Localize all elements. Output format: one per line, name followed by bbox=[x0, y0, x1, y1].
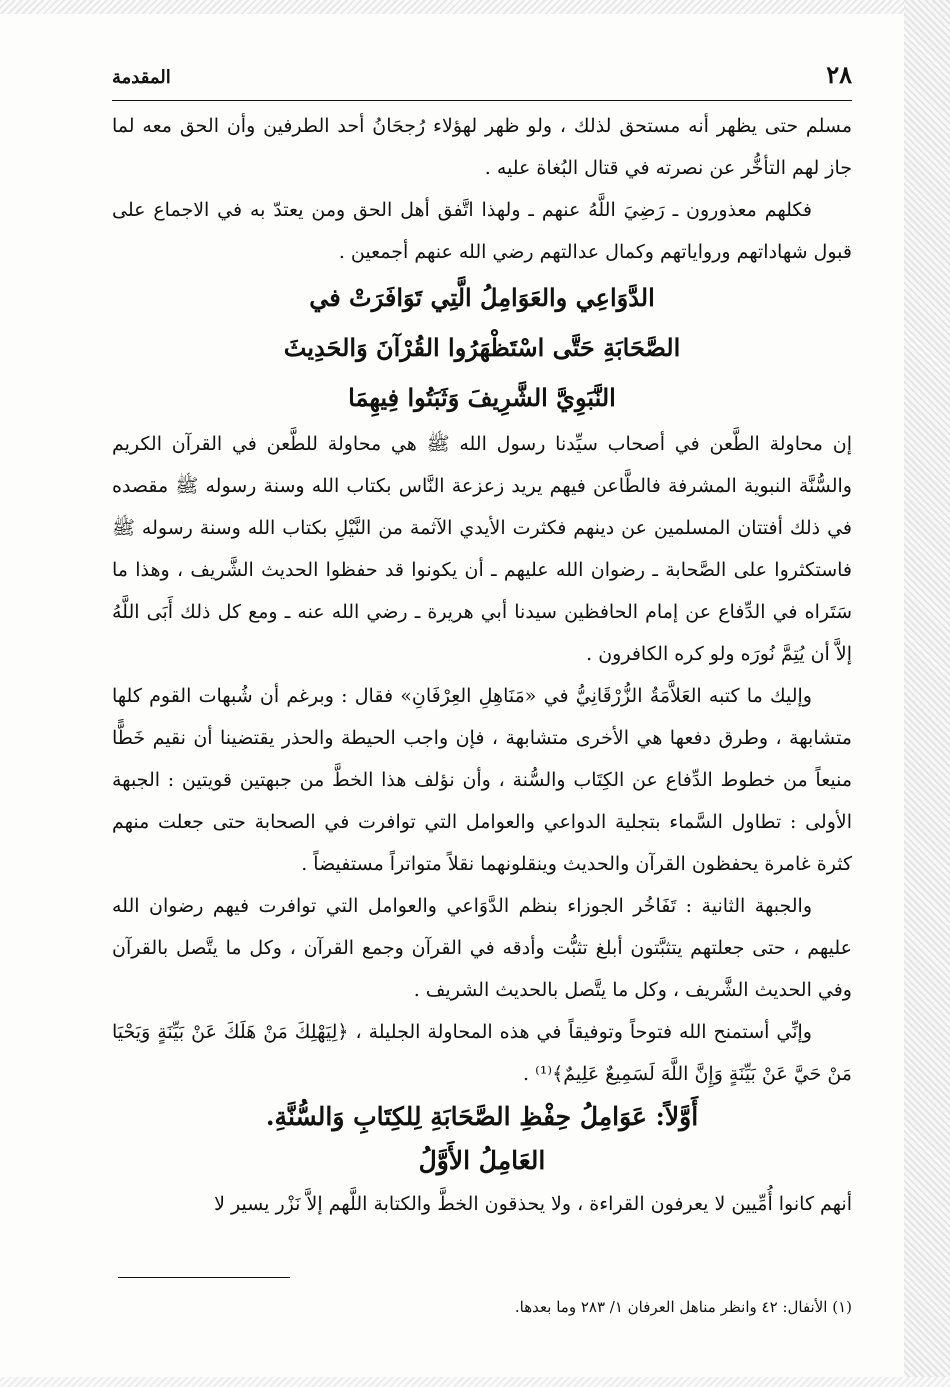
body-paragraph-last: أنهم كانوا أُمِّيين لا يعرفون القراءة ، ولا يحذقون الخطَّ والكتابة اللَّهم إلاَّ نَزْر يسير لا bbox=[214, 1193, 852, 1215]
body-paragraph-4: وإنِّي أستمنح الله فتوحاً وتوفيقاً في هذه المحاولة الجليلة ، ﴿لِيَهْلِكَ مَنْ هَلَكَ عَنْ بَيِّنَةٍ وَيَحْيَا مَنْ حَيَّ عَنْ بَيِّنَةٍ وَإِنَّ اللَّهَ لَسَمِيعٌ عَلِيمٌ﴾⁽¹⁾ . bbox=[112, 1021, 852, 1085]
scan-edge-top bbox=[0, 0, 950, 14]
book-page bbox=[112, 60, 852, 1225]
body-paragraph-1: إن محاولة الطَّعن في أصحاب سيِّدنا رسول الله ﷺ هي محاولة للطَّعن في القرآن الكريم والسُّنَّة النبوية المشرفة فالطَّاعن فيهم يريد زعزعة النَّاس بكتاب الله وسنة رسوله ﷺ مقصده في ذلك أفتتان المسلمين عن دينهم فكثرت الأيدي الآثمة من النَّيْلِ بكتاب الله وسنة رسوله ﷺ فاستكثروا على الصَّحابة ـ رضوان الله عليهم ـ أن يكونوا قد حفظوا الحديث الشَّريف ، وهذا ما سَتَراه في الدِّفاع عن إمام الحافظين سيدنا أبي هريرة ـ رضي الله عنه ـ ومع كل ذلك أَبَى اللَّهُ إلاَّ أن يُتِمَّ نُورَه ولو كره الكافرون . bbox=[112, 433, 852, 665]
paragraph-intro-1: مسلم حتى يظهر أنه مستحق لذلك ، ولو ظهر لهؤلاء رُجحَانُ أحد الطرفين وأن الحق معه لما جاز لهم التأخُّر عن نصرته في قتال البُغاة عليه . bbox=[112, 115, 852, 179]
page-header bbox=[112, 60, 852, 101]
body-paragraph-2: وإليك ما كتبه العَلاَّمَةُ الزُّرْقَانِيُّ في «مَنَاهِلِ العِرْفَانِ» فقال : وبرغم أن شُبهات القوم كلها متشابهة ، وطرق دفعها هي الأخرى متشابهة ، فإن واجب الحيطة والحذر يقتضينا أن نقيم خَطًّا منيعاً من خطوط الدِّفاع عن الكِتَاب والسُّنة ، وأن نؤلف هذا الخطَّ من جبهتين قويتين : الجبهة الأولى : تطاول السَّماء بتجلية الدواعي والعوامل التي توافرت في الصحابة حتى جعلت منهم كثرة غامرة يحفظون القرآن والحديث وينقلونهما نقلاً متواتراً مستفيضاً . bbox=[112, 685, 852, 875]
section-heading-line-2: الصَّحَابَةِ حَتَّى اسْتَظْهَرُوا القُرْآنَ وَالحَدِيثَ bbox=[283, 333, 681, 362]
footnote-divider bbox=[118, 1277, 290, 1278]
scan-edge-bottom bbox=[0, 1377, 950, 1387]
paragraph-intro-2: فكلهم معذورون ـ رَضِيَ اللَّهُ عنهم ـ ولهذا اتَّفق أهل الحق ومن يعتدّ به في الاجماع على قبول شهاداتهم ورواياتهم وكمال عدالتهم رضي الله عنهم أجمعين . bbox=[112, 199, 852, 263]
body-paragraph-3: والجبهة الثانية : تَفَاخُر الجوزاء بنظم الدَّوَاعي والعوامل التي توافرت فيهم رضوان الله عليهم ، حتى جعلتهم يتثبَّتون أبلغ تثبُّت وأدقه في القرآن وجمع القرآن ، وكل ما يتَّصل بالقرآن وفي الحديث الشَّريف ، وكل ما يتَّصل بالحديث الشريف . bbox=[112, 895, 852, 1001]
subheading-first-factors: أَوَّلاً: عَوَامِلُ حِفْظِ الصَّحَابَةِ لِلكِتَابِ وَالسُّنَّةِ. bbox=[265, 1102, 699, 1131]
footnote: (١) الأنفال: ٤٢ وانظر مناهل العرفان ١/ ٢٨٣ وما بعدها. bbox=[514, 1298, 852, 1316]
scan-edge-right bbox=[904, 0, 950, 1387]
subheading-first-factor: العَامِلُ الأَوَّلُ bbox=[418, 1146, 546, 1175]
section-heading-line-3: النَّبَوِيَّ الشَّرِيفَ وَثَبَتُوا فِيهِمَا bbox=[348, 383, 616, 412]
section-heading-line-1: الدَّوَاعِي والعَوَامِلُ الَّتِي تَوَافَرَتْ في bbox=[309, 283, 655, 312]
running-title: المقدمة bbox=[112, 67, 171, 88]
page-number: ٢٨ bbox=[826, 60, 852, 89]
